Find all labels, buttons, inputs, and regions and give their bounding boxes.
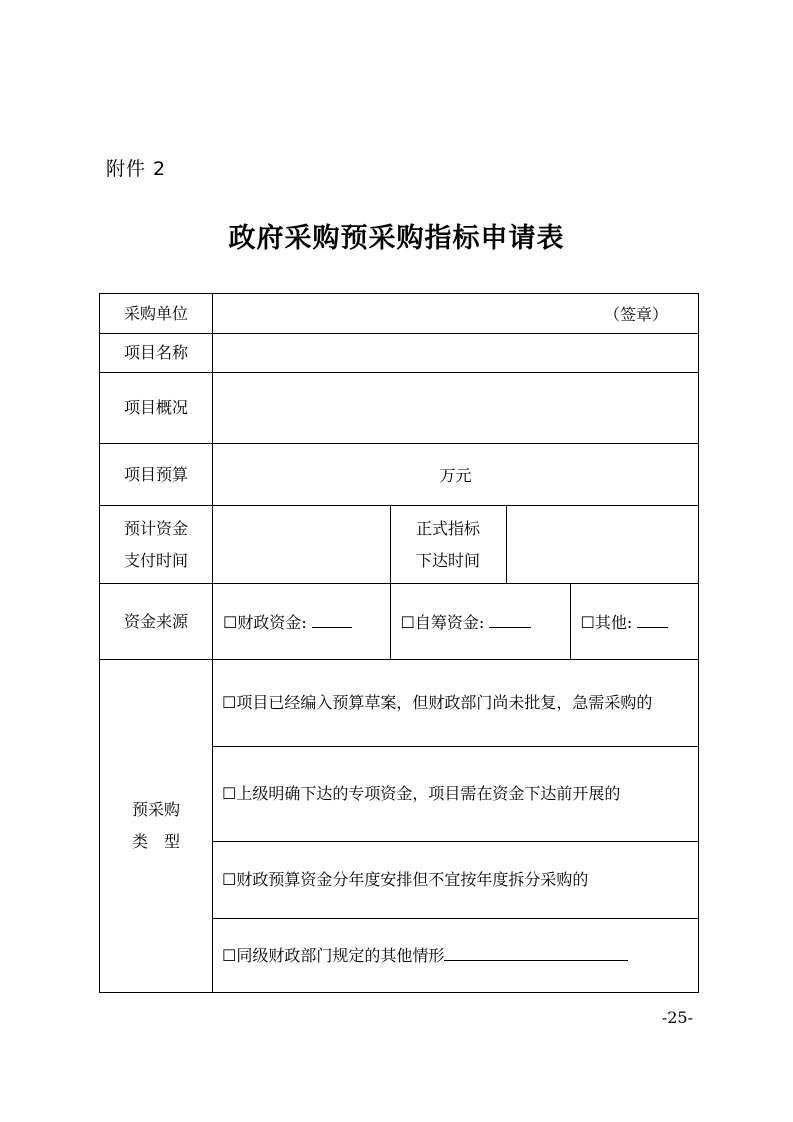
type-option-3[interactable]: ☐财政预算资金分年度安排但不宜按年度拆分采购的 bbox=[213, 842, 699, 919]
type-option-4-text: ☐同级财政部门规定的其他情形 bbox=[222, 945, 445, 965]
source-fiscal-blank[interactable] bbox=[312, 627, 352, 628]
source-other-option[interactable] bbox=[570, 584, 699, 659]
source-self-blank[interactable] bbox=[489, 627, 531, 628]
quota-time-field[interactable] bbox=[506, 506, 699, 583]
source-self-option[interactable] bbox=[390, 584, 570, 659]
funding-source-cell bbox=[213, 584, 699, 660]
funding-source-label: 资金来源 bbox=[100, 584, 213, 660]
project-overview-field[interactable] bbox=[213, 373, 699, 444]
project-budget-field[interactable] bbox=[213, 444, 699, 506]
source-self-text: ☐自筹资金: bbox=[400, 613, 490, 632]
project-budget-label: 项目预算 bbox=[100, 444, 213, 506]
payment-time-label-line2: 支付时间 bbox=[123, 550, 188, 570]
funding-source-inner-table bbox=[213, 584, 699, 659]
payment-time-inner-table bbox=[213, 506, 699, 583]
row-payment-time bbox=[100, 506, 699, 584]
source-fiscal-option[interactable] bbox=[213, 584, 390, 659]
type-label-line2: 类 型 bbox=[131, 832, 180, 851]
type-option-4-blank[interactable] bbox=[444, 960, 628, 961]
purchasing-unit-label: 采购单位 bbox=[100, 294, 213, 334]
project-name-label: 项目名称 bbox=[100, 334, 213, 373]
payment-time-cell bbox=[213, 506, 699, 584]
source-other-blank[interactable] bbox=[637, 627, 668, 628]
page-number: -25- bbox=[661, 1008, 693, 1027]
attachment-label: 附件 2 bbox=[106, 158, 167, 180]
row-purchasing-unit bbox=[100, 294, 699, 334]
row-project-overview bbox=[100, 373, 699, 444]
pre-purchase-type-label bbox=[100, 660, 213, 993]
payment-time-field[interactable] bbox=[213, 506, 390, 583]
quota-time-label-line1: 正式指标 bbox=[415, 518, 480, 538]
type-option-2[interactable]: ☐上级明确下达的专项资金，项目需在资金下达前开展的 bbox=[213, 747, 699, 842]
row-type-option-1 bbox=[100, 660, 699, 747]
quota-time-label-line2: 下达时间 bbox=[415, 550, 480, 570]
application-form-table bbox=[99, 293, 699, 993]
type-option-1[interactable]: ☐项目已经编入预算草案，但财政部门尚未批复，急需采购的 bbox=[213, 660, 699, 747]
row-project-name bbox=[100, 334, 699, 373]
source-other-text: ☐其他: bbox=[580, 613, 638, 632]
type-option-4[interactable] bbox=[213, 919, 699, 993]
project-name-field[interactable] bbox=[213, 334, 699, 373]
form-title: 政府采购预采购指标申请表 bbox=[228, 223, 565, 254]
quota-time-label bbox=[390, 506, 506, 583]
payment-time-label-line1: 预计资金 bbox=[123, 518, 188, 538]
row-funding-source bbox=[100, 584, 699, 660]
budget-unit: 万元 bbox=[439, 466, 472, 485]
seal-note: （签章） bbox=[603, 305, 668, 324]
purchasing-unit-sign-field[interactable] bbox=[213, 294, 699, 334]
project-overview-label: 项目概况 bbox=[100, 373, 213, 444]
source-fiscal-text: ☐财政资金: bbox=[223, 613, 312, 632]
type-label-line1: 预采购 bbox=[131, 800, 180, 819]
payment-time-label bbox=[100, 506, 213, 584]
row-project-budget bbox=[100, 444, 699, 506]
